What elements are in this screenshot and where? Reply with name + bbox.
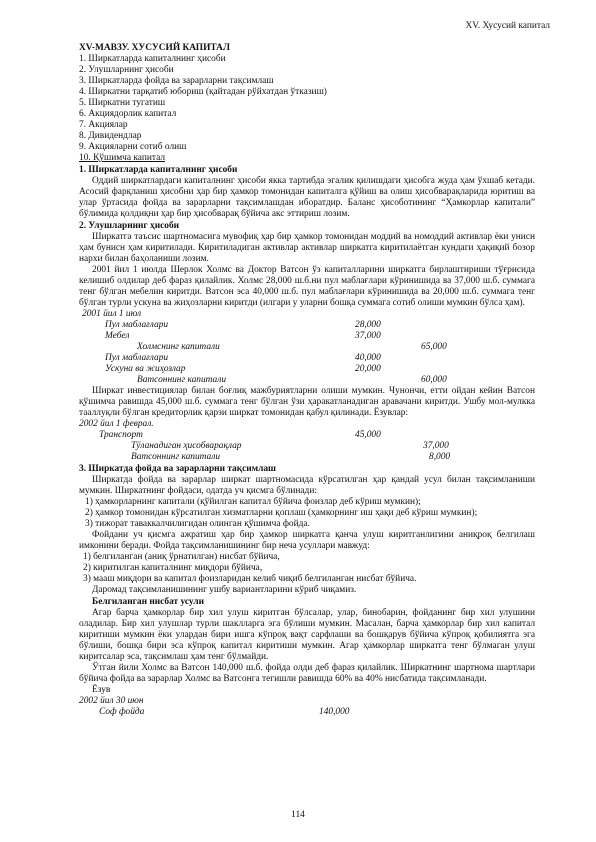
ledger-row [79,707,535,718]
section-heading: 2. Улушларнинг ҳисоби [79,221,180,231]
profit-parts-list [79,497,535,530]
toc-item: 10. Қўшимча капитал [79,153,166,163]
ledger-account: Мебел [105,331,130,341]
paragraph: Ўтган йили Холмс ва Ватсон 140,000 ш.б. фойда олди деб фараз қилайлик. Ширкатнинг шартнома шартлари бўйича фойда ва зарарлар Холмс ва Ватсонга тегишли равишда 60% ва 40% нисбатида тақсимланади. [79,663,535,684]
paragraph: Ширкатга таъсис шартномасига мувофиқ ҳар бир ҳамкор томонидан моддий ва номоддий активлар ёки унисн ҳам бунисн ҳам киритилади. Киритиладиган активлар активлар ширкатга киритилаётган кундаги ҳақиқий бозор нархи билан баҳоланиши лозим. [79,232,535,264]
methods-list [79,552,535,585]
entries-label: Ёзув [92,685,111,695]
ledger-debit: 45,000 [355,430,381,440]
list-item: 2) киритилган капиталнинг миқдори бўйича, [83,563,263,573]
ledger-account: Соф фойда [99,707,145,717]
entry-date: 2002 йил 30 июн [79,696,144,706]
list-item: 1) белгиланган (аниқ ўрнатилган) нисбат бўйича, [83,552,280,562]
running-header: XV. Хусусий капитал [465,21,550,31]
ledger-account: Ускуна ва жиҳозлар [105,364,186,374]
paragraph: Агар барча ҳамкорлар бир хил улуш киритган бўлсалар, улар, бинобарин, фойданинг бир хил улушини оладилар. Бир хил улушлар турли шаклларга эга бўлиши мумкин. Масалан, барча ҳамкорлар бир хил капитал киритиши мумкин ёки улардан бири ишга кўпроқ вақт сарфлаши ва бошқарув бўйича кўпроқ қобилиятга эга бўлиши, бошқа бири эса кўпроқ капитал киритиши мумкин. Агар ҳамкорлар ширкатга тенг бўлмаган улуш киритсалар эса, тақсимлаш ҳам тенг бўлмайди. [79,608,535,662]
ledger-credit: 65,000 [421,342,447,352]
ledger-row [79,375,535,386]
paragraph: Ширкат инвестициялар билан боғлиқ мажбуриятларни олиши мумкин. Чунончи, етти ойдан кейин Ватсон қўшимча равишда 45,000 ш.б. суммага тенг бўлган ўзи ҳаракатланадиган аравачани киритди. Ушбу мол-мулкка тааллуқли бўлган кредиторлик қарзи ширкат томонидан қабул қилинади. Ёзувлар: [79,386,535,418]
ledger-row [79,331,535,342]
list-item: 3) тижорат таваккалчилигидан олинган қўшимча фойда. [85,519,310,529]
toc-item: 4. Ширкатни тарқатиб юбориш (қайтадан рўйхатдан ўтказиш) [79,87,327,97]
list-item: 3) мааш миқдори ва капитал фоизларидан келиб чиқиб белгиланган нисбат бўйича. [83,574,417,584]
ledger-credit: 60,000 [421,375,447,385]
paragraph: Фойдани уч қисмга ажратиш ҳар бир ҳамкор ширкатга қанча улуш киритганлигини аниқроқ белгилаш имконини беради. Фойда тақсимланишининг бир неча усуллари мавжуд: [79,530,535,551]
ledger-account: Пул маблағлари [105,320,169,330]
toc-item: 2. Улушларнинг ҳисоби [79,65,174,75]
paragraph: Оддий ширкатлардаги капиталнинг ҳисоби якка тартибда эгалик қилишдаги ҳисобга жуда ҳам ўхшаб кетади. Асосий фарқланиш ҳисобни ҳар бир ҳамкор томонидан капиталга қўйиш ва олиш ҳисобварақларида юритиш ва улар ўртасида фойда ва зарарларни тақсимлашдан иборатдир. Баланс ҳисоботининг “Ҳамкорлар капитали” бўлимида қолдиқни ҳар бир ҳисобварақ бўйича акс эттириш лозим. [79,176,535,219]
ledger-row [79,364,535,375]
list-item: 2) ҳамкор томонидан кўрсатилган хизматларни қоплаш (ҳамкорнинг иш ҳақи деб кўриш мумкин); [85,508,478,518]
ledger-debit: 28,000 [355,320,381,330]
ledger-debit: 20,000 [355,364,381,374]
ledger-credit: 37,000 [423,441,449,451]
ledger-account: Транспорт [99,430,143,440]
ledger-row [79,353,535,364]
ledger-debit: 40,000 [355,353,381,363]
entry-date: 2002 йил 1 феврал. [79,419,154,429]
toc-item: 3. Ширкатларда фойда ва зарарларни тақсимлаш [79,76,274,86]
toc-item: 9. Акцияларни сотиб олиш [79,142,187,152]
toc-item: 8. Дивидендлар [79,131,142,141]
page-number: 114 [291,810,305,820]
ledger-row [79,342,535,353]
ledger-row [79,441,535,452]
ledger-row [79,452,535,463]
ledger-debit: 140,000 [319,707,350,717]
toc-item: 5. Ширкатни тугатиш [79,98,166,108]
subsection-heading: Белгиланган нисбат усули [92,597,205,607]
ledger-account: Тўланадиган ҳисобварақлар [131,441,242,451]
ledger-account: Ватсоннинг капитали [131,452,221,462]
ledger-row [79,320,535,331]
paragraph: Ширкатда фойда ва зарарлар ширкат шартномасида кўрсатилган ҳар қандай усул билан тақсимланиши мумкин. Ширкатнинг фойдаси, одатда уч қисмга бўлинади: [79,475,535,496]
section-heading: 1. Ширкатларда капиталнинг ҳисоби [79,165,238,175]
toc-item: 7. Акциялар [79,120,128,130]
table-of-contents [79,54,535,164]
ledger-debit: 37,000 [355,331,381,341]
paragraph: Даромад тақсимланишининг ушбу вариантларини кўриб чиқамиз. [92,585,357,595]
ledger-account: Холмснинг капитали [137,342,220,352]
ledger-account: Ватсоннинг капитали [137,375,227,385]
paragraph: 2001 йил 1 июлда Шерлок Холмс ва Доктор Ватсон ўз капиталларини ширкатга бирлаштириши тўғрисида келишиб олдилар деб фараз қилайлик. Холмс 28,000 ш.б.ни пул маблағлари кўринишида ва 37,000 ш.б. суммага тенг бўлган мебелин киритди. Ватсон эса 40,000 ш.б. пул маблағлари кўринишида ва 20,000 ш.б. суммага тенг бўлган турли ускуна ва жиҳозларни киритди (илгари у уларни бошқа суммага сотиб олиши мумкин бўлса ҳам). [79,265,535,308]
ledger-account: Пул маблағлари [105,353,169,363]
entry-date: 2001 йил 1 июл [82,309,142,319]
chapter-title: XV-МАВЗУ. ХУСУСИЙ КАПИТАЛ [79,43,230,53]
list-item: 1) ҳамкорларнинг капитали (қўйилган капитал бўйича фоизлар деб кўриш мумкин); [85,497,421,507]
ledger-row [79,430,535,441]
ledger-credit: 8,000 [429,452,451,462]
section-heading: 3. Ширкатда фойда ва зарарларни тақсимлаш [79,464,276,474]
toc-item: 6. Акциядорлик капитал [79,109,177,119]
page-content [79,43,535,718]
toc-item: 1. Ширкатларда капиталнинг ҳисоби [79,54,226,64]
